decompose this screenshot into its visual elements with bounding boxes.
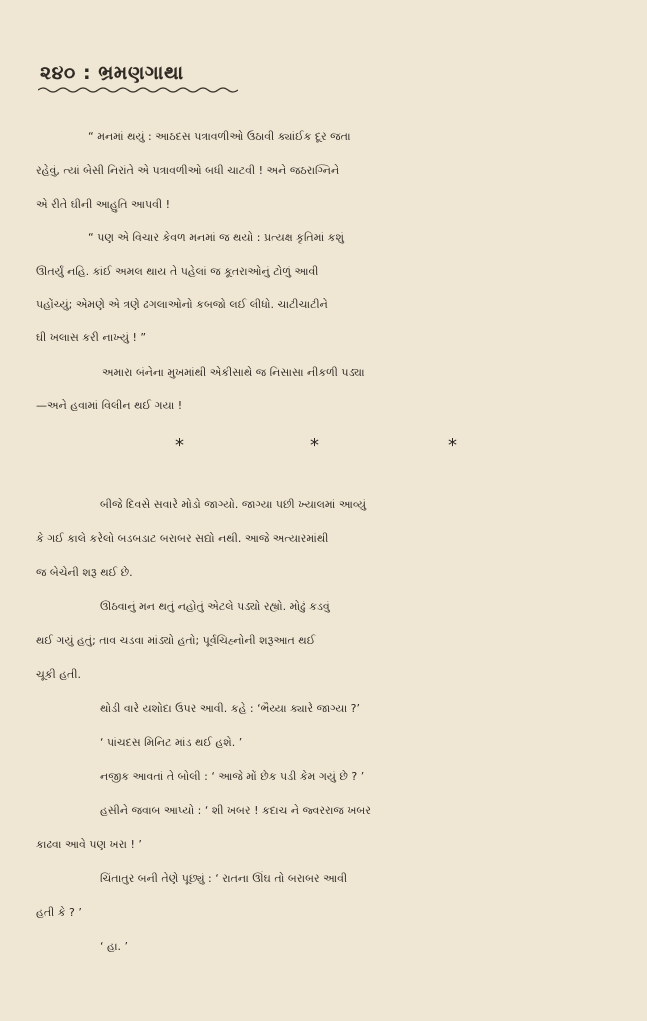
text-line: રહેવું, ત્યાં બેસી નિરાંતે એ પત્રાવળીઓ બધી ચાટવી ! અને જઠરાગ્નિને bbox=[36, 164, 340, 177]
book-title: ભ્રમણગાથા bbox=[98, 62, 184, 84]
text-line: થઈ ગયું હતું; તાવ ચડવા માંડ્યો હતો; પૂર્વચિહ્નોની શરૂઆત થઈ bbox=[36, 634, 316, 647]
running-header bbox=[40, 62, 184, 84]
section-break-star: * bbox=[175, 435, 184, 456]
text-line: થોડી વારે યશોદા ઉપર આવી. કહે : ‘ભૈય્યા ક્યારે જાગ્યા ?’ bbox=[100, 702, 360, 715]
text-line: ‘ હા. ’ bbox=[100, 940, 128, 953]
text-line: બીજે દિવસે સવારે મોડો જાગ્યો. જાગ્યા પછી ખ્યાલમાં આવ્યું bbox=[100, 498, 367, 511]
text-line: અમારા બંનેના મુખમાંથી એકીસાથે જ નિસાસા નીકળી પડ્યા bbox=[102, 366, 365, 379]
text-line: નજીક આવતાં તે બોલી : ‘ આજે મોં છેક પડી કેમ ગયું છે ? ’ bbox=[100, 770, 365, 783]
text-line: કાઢવા આવે પણ ખરા ! ’ bbox=[36, 838, 142, 851]
wavy-underline-icon bbox=[38, 86, 238, 94]
text-line: હસીને જવાબ આપ્યો : ‘ શી ખબર ! કદાચ ને જ્વરરાજ ખબર bbox=[100, 804, 371, 817]
text-line: ‘ પાંચદસ મિનિટ માંડ થઈ હશે. ’ bbox=[100, 736, 243, 749]
text-line: હતી કે ? ’ bbox=[36, 906, 82, 919]
section-break-star: * bbox=[310, 435, 319, 456]
text-line: ઘી ખલાસ કરી નાખ્યું ! ” bbox=[36, 331, 147, 344]
text-line: પહોંચ્યું; એમણે એ ત્રણે ઢગલાઓનો કબજો લઈ લીધો. ચાટીચાટીને bbox=[36, 298, 328, 311]
text-line: “ મનમાં થયું : આઠદસ પત્રાવળીઓ ઉઠાવી ક્યાંઈક દૂર જતા bbox=[88, 130, 351, 143]
page-number: ૨૪૦ bbox=[40, 62, 76, 84]
text-line: ઊઠવાનું મન થતું નહોતું એટલે પડ્યો રહ્યો. મોઢું કડવું bbox=[100, 600, 330, 613]
section-break-star: * bbox=[448, 435, 457, 456]
text-line: ઊતર્યું નહિ. કાંઈ અમલ થાય તે પહેલાં જ કૂતરાઓનું ટોળું આવી bbox=[36, 265, 319, 278]
header-separator: : bbox=[83, 62, 92, 84]
text-line: કે ગઈ કાલે કરેલો બડબડાટ બરાબર સદ્યો નથી. આજે અત્યારમાંથી bbox=[36, 532, 329, 545]
text-line: —અને હવામાં વિલીન થઈ ગયા ! bbox=[36, 399, 183, 412]
section-break bbox=[0, 435, 647, 459]
text-line: એ રીતે ઘીની આહુતિ આપવી ! bbox=[36, 198, 171, 211]
text-line: ચિંતાતુર બની તેણે પૂછ્યું : ‘ રાતના ઊંઘ તો બરાબર આવી bbox=[100, 872, 348, 885]
text-line: ચૂકી હતી. bbox=[36, 668, 81, 681]
text-line: જ બેચેની શરૂ થઈ છે. bbox=[36, 566, 133, 579]
text-line: “ પણ એ વિચાર કેવળ મનમાં જ થયો : પ્રત્યક્ષ કૃતિમાં કશું bbox=[88, 231, 344, 244]
